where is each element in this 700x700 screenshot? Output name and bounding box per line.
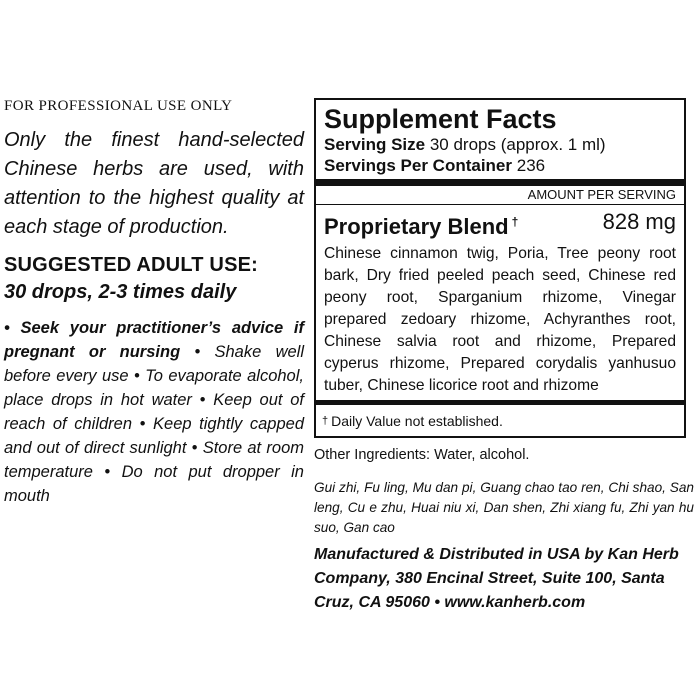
- medium-divider: [316, 400, 684, 405]
- professional-use-notice: FOR PROFESSIONAL USE ONLY: [4, 98, 233, 114]
- blend-name-text: Proprietary Blend: [324, 214, 509, 239]
- supplement-facts-panel: [314, 98, 686, 438]
- supplement-facts-title: Supplement Facts: [324, 104, 557, 134]
- blend-ingredients: Chinese cinnamon twig, Poria, Tree peony root bark, Dry fried peeled peach seed, Chinese red peony root, Sparganium rhizome, Vinegar prepared zedoary rhizome, Achyranthes root, Chinese salvia root and rhizome, Prepared cyperus rhizome, Prepared corydalis yanhusuo tuber, Chinese licorice root and rhizome: [324, 245, 676, 394]
- proprietary-blend-name: [324, 208, 518, 241]
- dv-dagger-mark: †: [322, 415, 329, 427]
- other-ingredients: Other Ingredients: Water, alcohol.: [314, 447, 530, 463]
- warning-list: • Shake well before every use • To evaporate alcohol, place drops in hot water • Keep out of reach of children • Keep tightly capped and out of direct sunlight • Store at room temperature • Do not put dropper in mouth: [4, 343, 304, 505]
- left-column: [4, 96, 304, 508]
- manufacturer-info: Manufactured & Distributed in USA by Kan Herb Company, 380 Encinal Street, Suite 100, Santa Cruz, CA 95060 • www.kanherb.com: [314, 546, 679, 611]
- suggested-use-heading: SUGGESTED ADULT USE:: [4, 254, 259, 276]
- dv-note-text: Daily Value not established.: [331, 413, 503, 429]
- proprietary-blend-amount: 828 mg: [602, 209, 676, 234]
- serving-size-row: [324, 134, 684, 155]
- daily-value-note: [322, 411, 684, 431]
- servings-label: Servings Per Container: [324, 156, 513, 175]
- serving-size-value: 30 drops (approx. 1 ml): [429, 135, 606, 154]
- intro-text: Only the finest hand-selected Chinese herbs are used, with attention to the highest quality at each stage of production.: [4, 129, 304, 238]
- warnings-text: [4, 316, 304, 508]
- proprietary-blend-row: [324, 208, 676, 241]
- servings-value: 236: [516, 156, 546, 175]
- suggested-dose: 30 drops, 2-3 times daily: [4, 281, 237, 303]
- amount-per-serving-header: AMOUNT PER SERVING: [527, 187, 676, 202]
- servings-per-container-row: [324, 155, 684, 176]
- pinyin-herb-names: Gui zhi, Fu ling, Mu dan pi, Guang chao tao ren, Chi shao, San leng, Cu e zhu, Huai niu xi, Dan shen, Zhi xiang fu, Zhi yan hu suo, Gan cao: [314, 480, 694, 535]
- serving-size-label: Serving Size: [324, 135, 426, 154]
- dagger-mark: †: [511, 215, 519, 229]
- warning-pregnancy: • Seek your practitioner’s advice if pregnant or nursing: [4, 319, 304, 361]
- thick-divider: [316, 179, 684, 186]
- thin-divider: [316, 204, 684, 205]
